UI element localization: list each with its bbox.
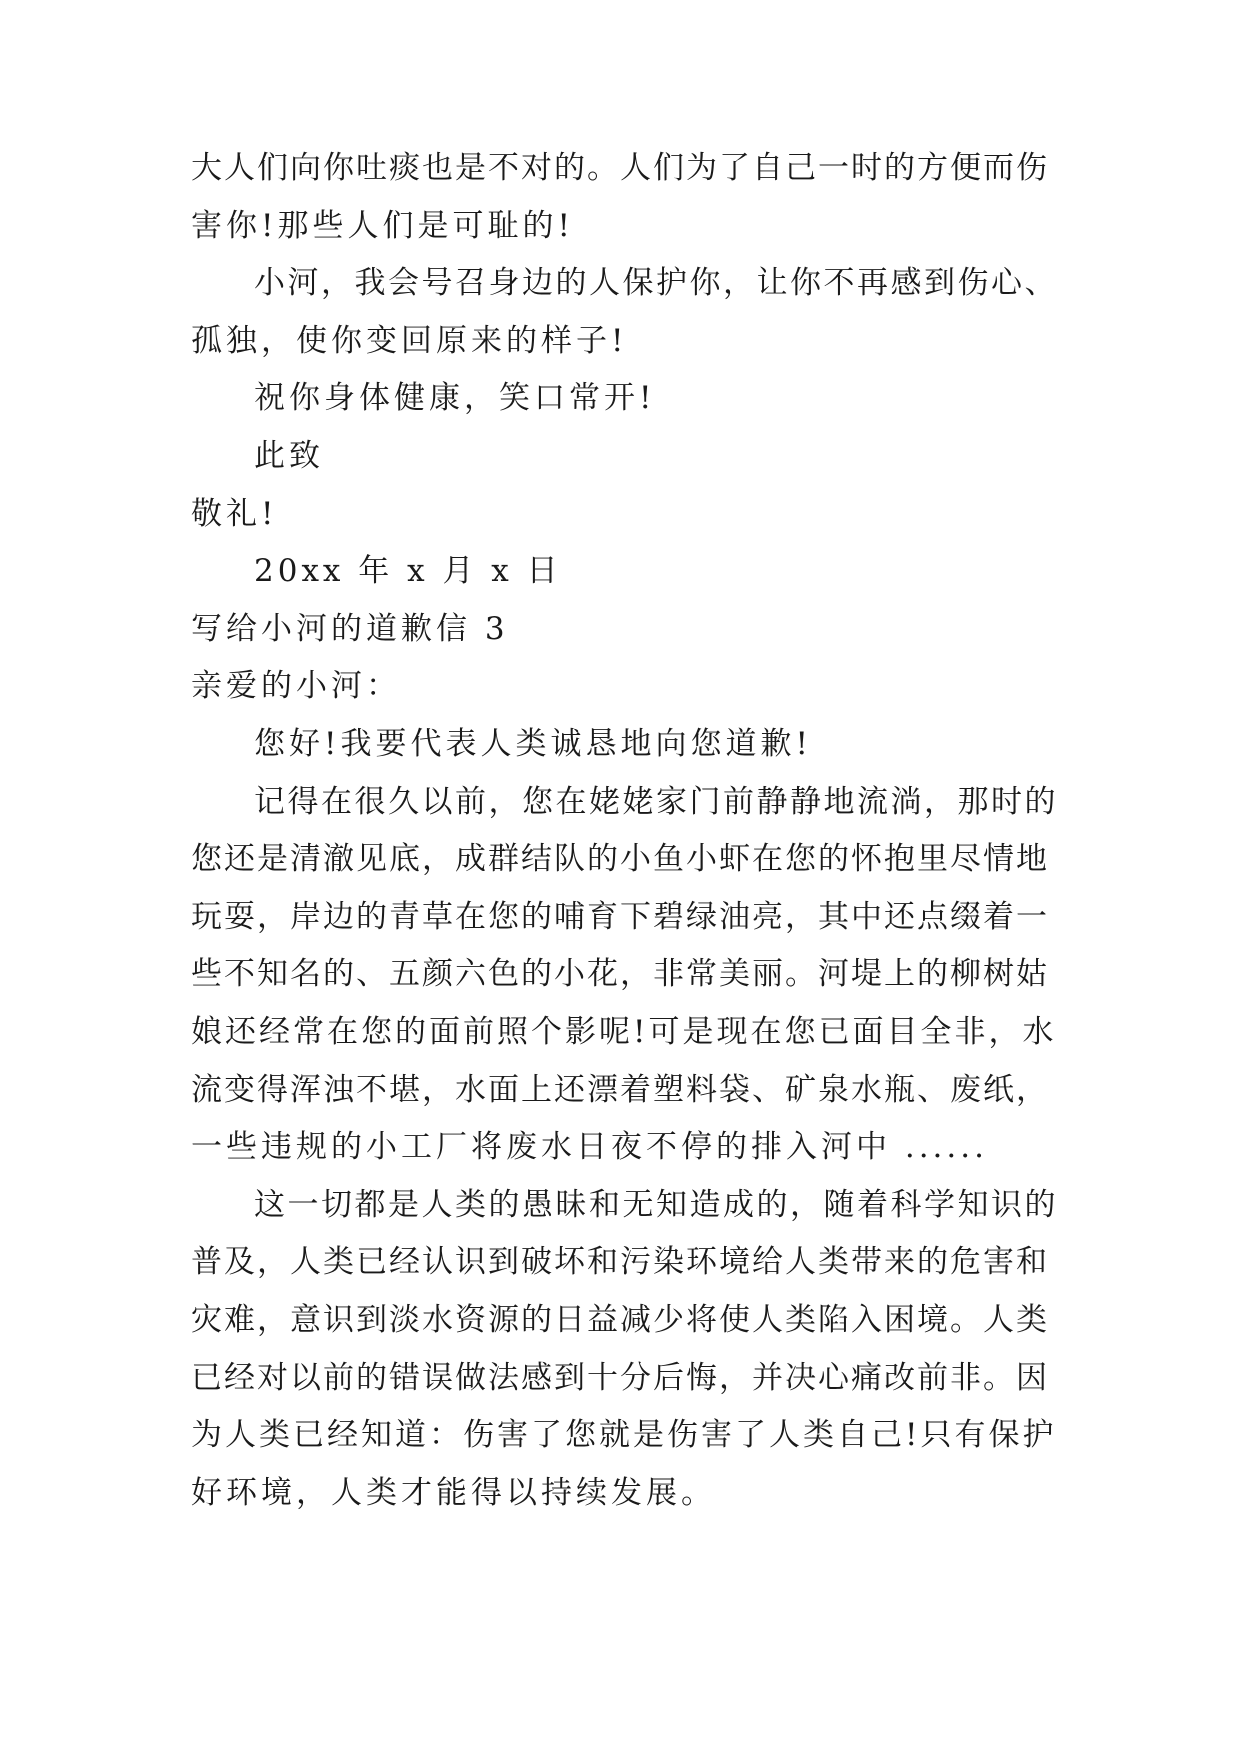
text-line: 记得在很久以前，您在姥姥家门前静静地流淌，那时的 (254, 783, 1058, 820)
text-line: 好环境，人类才能得以持续发展。 (191, 1474, 716, 1511)
text-line: 玩耍，岸边的青草在您的哺育下碧绿油亮，其中还点缀着一 (191, 898, 1049, 935)
text-line: 此致 (254, 438, 324, 474)
text-line: 些不知名的、五颜六色的小花，非常美丽。河堤上的柳树姑 (191, 956, 1049, 993)
text-line: 普及，人类已经认识到破坏和污染环境给人类带来的危害和 (191, 1244, 1049, 1281)
text-line: 这一切都是人类的愚昧和无知造成的，随着科学知识的 (254, 1186, 1058, 1223)
text-line: 小河，我会号召身边的人保护你，让你不再感到伤心、 (254, 265, 1058, 302)
text-line: 一些违规的小工厂将废水日夜不停的排入河中 ...... (191, 1129, 988, 1166)
text-line: 您好!我要代表人类诚恳地向您道歉! (254, 726, 812, 762)
text-line: 大人们向你吐痰也是不对的。人们为了自己一时的方便而伤 (191, 150, 1049, 186)
text-line: 流变得浑浊不堪，水面上还漂着塑料袋、矿泉水瓶、废纸， (191, 1071, 1049, 1108)
text-line: 敬礼! (191, 495, 278, 532)
text-line: 害你!那些人们是可耻的! (191, 207, 574, 244)
text-line: 灾难，意识到淡水资源的日益减少将使人类陷入困境。人类 (191, 1302, 1049, 1338)
text-line: 写给小河的道歉信 3 (191, 610, 509, 647)
text-line: 已经对以前的错误做法感到十分后悔，并决心痛改前非。因 (191, 1359, 1049, 1396)
text-line: 20xx 年 x 月 x 日 (254, 553, 562, 590)
text-line: 祝你身体健康，笑口常开! (254, 380, 656, 417)
text-line: 您还是清澈见底，成群结队的小鱼小虾在您的怀抱里尽情地 (191, 841, 1049, 878)
text-line: 孤独，使你变回原来的样子! (191, 322, 628, 359)
text-line: 亲爱的小河： (191, 668, 401, 705)
text-line: 为人类已经知道：伤害了您就是伤害了人类自己!只有保护 (191, 1417, 1057, 1454)
text-line: 娘还经常在您的面前照个影呢!可是现在您已面目全非，水 (191, 1014, 1057, 1050)
